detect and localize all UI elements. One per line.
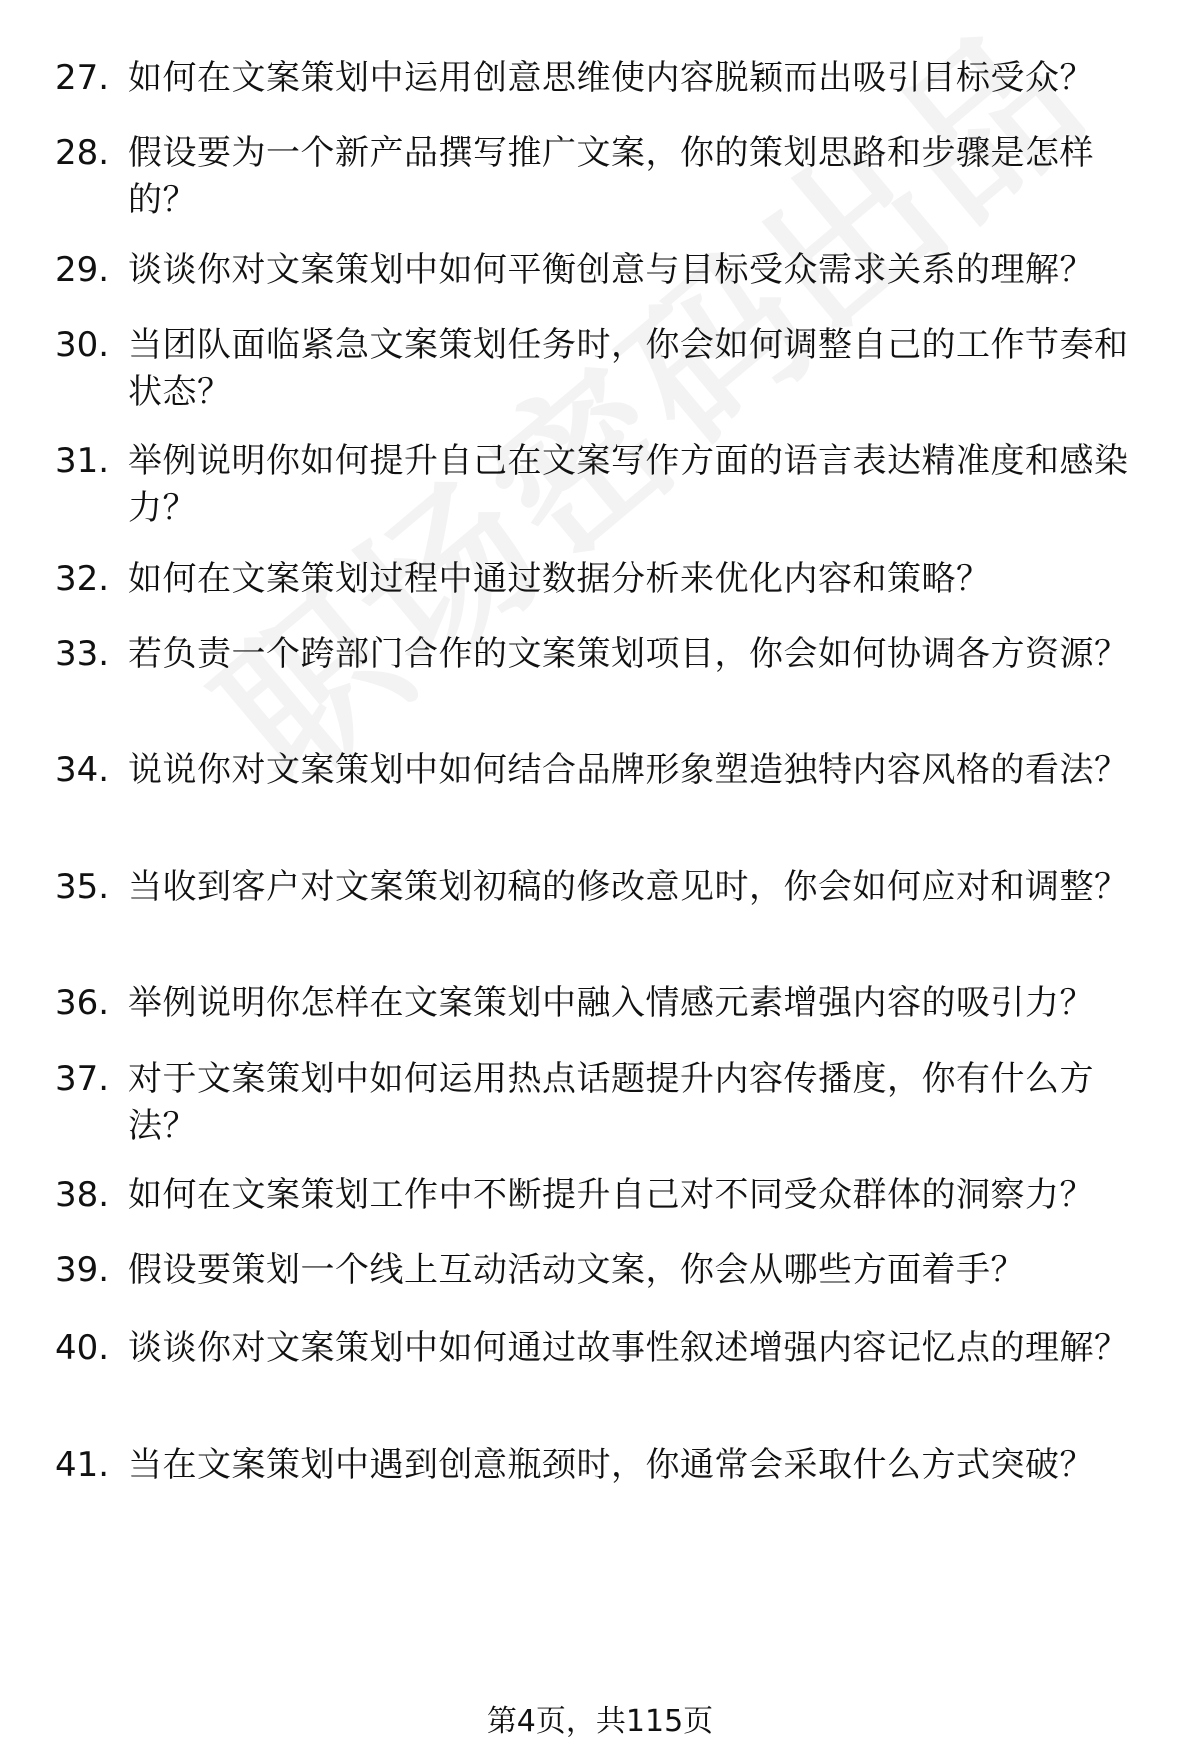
question-number: 31. — [55, 441, 110, 481]
question-number: 33. — [55, 634, 110, 674]
question-text: 如何在文案策划工作中不断提升自己对不同受众群体的洞察力？ — [128, 1175, 1094, 1215]
question-text: 如何在文案策划过程中通过数据分析来优化内容和策略？ — [128, 559, 991, 599]
question-text: 当团队面临紧急文案策划任务时，你会如何调整自己的工作节奏和状态？ — [128, 325, 1129, 412]
question-number: 40. — [55, 1328, 110, 1368]
question-number: 32. — [55, 559, 110, 599]
question-number: 30. — [55, 325, 110, 365]
question-text: 若负责一个跨部门合作的文案策划项目，你会如何协调各方资源？ — [128, 634, 1129, 674]
question-text: 说说你对文案策划中如何结合品牌形象塑造独特内容风格的看法？ — [128, 750, 1129, 790]
question-text: 当在文案策划中遇到创意瓶颈时，你通常会采取什么方式突破？ — [128, 1445, 1094, 1485]
question-text: 对于文案策划中如何运用热点话题提升内容传播度，你有什么方法？ — [128, 1059, 1094, 1146]
question-number: 39. — [55, 1250, 110, 1290]
question-number: 28. — [55, 133, 110, 173]
question-text: 谈谈你对文案策划中如何平衡创意与目标受众需求关系的理解？ — [128, 250, 1094, 290]
question-text: 假设要策划一个线上互动活动文案，你会从哪些方面着手？ — [128, 1250, 1025, 1290]
question-number: 37. — [55, 1059, 110, 1099]
question-number: 34. — [55, 750, 110, 790]
question-text: 举例说明你如何提升自己在文案写作方面的语言表达精准度和感染力？ — [128, 441, 1129, 528]
question-number: 27. — [55, 58, 110, 98]
question-number: 29. — [55, 250, 110, 290]
page-footer: 第4页，共115页 — [486, 1704, 714, 1739]
question-text: 如何在文案策划中运用创意思维使内容脱颖而出吸引目标受众？ — [128, 58, 1094, 98]
question-number: 36. — [55, 983, 110, 1023]
question-number: 35. — [55, 867, 110, 907]
question-text: 举例说明你怎样在文案策划中融入情感元素增强内容的吸引力？ — [128, 983, 1094, 1023]
question-text: 谈谈你对文案策划中如何通过故事性叙述增强内容记忆点的理解？ — [128, 1328, 1129, 1368]
question-number: 38. — [55, 1175, 110, 1215]
question-text: 当收到客户对文案策划初稿的修改意见时，你会如何应对和调整？ — [128, 867, 1129, 907]
question-number: 41. — [55, 1445, 110, 1485]
question-text: 假设要为一个新产品撰写推广文案，你的策划思路和步骤是怎样的？ — [128, 133, 1094, 220]
